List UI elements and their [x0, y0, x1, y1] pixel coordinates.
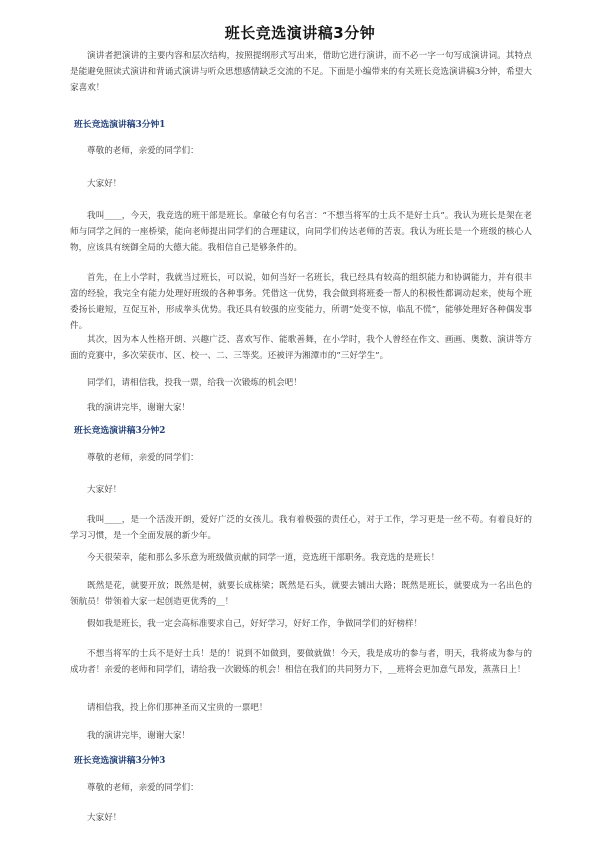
section-2-heading: 班长竞选演讲稿3分钟2: [74, 426, 166, 436]
s1-paragraph-3: 其次，因为本人性格开朗、兴趣广泛、喜欢写作、能歌善舞，在小学时，我个人曾经在作文、画画、奥数、演讲等方面的竞赛中，多次荣获市、区、校一、二、三等奖。还被评为湘潭市的”三好学生”。: [70, 335, 532, 361]
s2-paragraph-6: 请相信我，投上你们那神圣而又宝贵的一票吧！: [87, 703, 268, 713]
s2-paragraph-2: 今天很荣幸，能和那么多乐意为班级做贡献的同学一道，竞选班干部职务。我竞选的是班长！: [87, 553, 440, 563]
s2-greeting: 尊敬的老师，亲爱的同学们：: [87, 453, 199, 463]
s2-hello: 大家好！: [87, 485, 122, 495]
s2-paragraph-5: 不想当将军的士兵不是好士兵！是的！说到不如做到，要做就做！今天，我是成功的参与者，明天，我将成为参与的成功者！亲爱的老师和同学们，请给我一次锻炼的机会！相信在我们的共同努力下，__班将会更加意气昂发，蒸蒸日上！: [70, 649, 532, 675]
intro-paragraph: 演讲者把演讲的主要内容和层次结构，按照提纲形式写出来，借助它进行演讲，而不必一字一句写成演讲词。其特点是能避免照读式演讲和背诵式演讲与听众思想感情缺乏交流的不足。下面是小编带来的有关班长竞选演讲稿3分钟，希望大家喜欢！: [70, 51, 532, 93]
s1-paragraph-1: 我叫____，今天，我竞选的班干部是班长。拿破仑有句名言：“不想当将军的士兵不是好士兵”。我认为班长是架在老师与同学之间的一座桥梁，能向老师提出同学们的合理建议，向同学们传达老师的苦衷。我认为班长是一个班级的核心人物，应该具有统御全局的大德大能。我相信自己是够条件的。: [70, 211, 532, 253]
s1-greeting: 尊敬的老师，亲爱的同学们：: [87, 146, 199, 156]
page-title: 班长竞选演讲稿3分钟: [224, 24, 376, 42]
s1-paragraph-5: 我的演讲完毕，谢谢大家！: [87, 403, 191, 413]
section-1-heading: 班长竞选演讲稿3分钟1: [74, 120, 166, 130]
s1-hello: 大家好！: [87, 179, 122, 189]
s2-paragraph-7: 我的演讲完毕，谢谢大家！: [87, 731, 191, 741]
s1-paragraph-2: 首先，在上小学时，我就当过班长，可以说，如何当好一名班长，我已经具有较高的组织能力和协调能力，并有很丰富的经验，我完全有能力处理好班级的各种事务。凭借这一优势，我会做到将班委一帮人的积极性都调动起来，使每个班委扬长避短，互促互补，形成拳头优势。我还具有较强的应变能力，所谓“处变不惊，临乱不慌”，能够处理好各种偶发事件。: [70, 273, 532, 331]
s2-paragraph-3: 既然是花，就要开放；既然是树，就要长成栋梁；既然是石头，就要去铺出大路；既然是班长，就要成为一名出色的领航员！带领着大家一起创造更优秀的__！: [70, 581, 532, 607]
s2-paragraph-4: 假如我是班长，我一定会高标准要求自己，好好学习，好好工作，争做同学们的好榜样！: [87, 619, 423, 629]
s2-paragraph-1: 我叫____，是一个活泼开朗，爱好广泛的女孩儿。我有着极强的责任心，对于工作，学习更是一丝不苟。有着良好的学习习惯，是一个全面发展的新少年。: [70, 515, 532, 541]
s1-paragraph-4: 同学们，请相信我，投我一票，给我一次锻炼的机会吧！: [87, 378, 302, 388]
section-3-heading: 班长竞选演讲稿3分钟3: [74, 756, 166, 766]
s3-greeting: 尊敬的老师，亲爱的同学们：: [87, 783, 199, 793]
s3-hello: 大家好！: [87, 813, 122, 823]
